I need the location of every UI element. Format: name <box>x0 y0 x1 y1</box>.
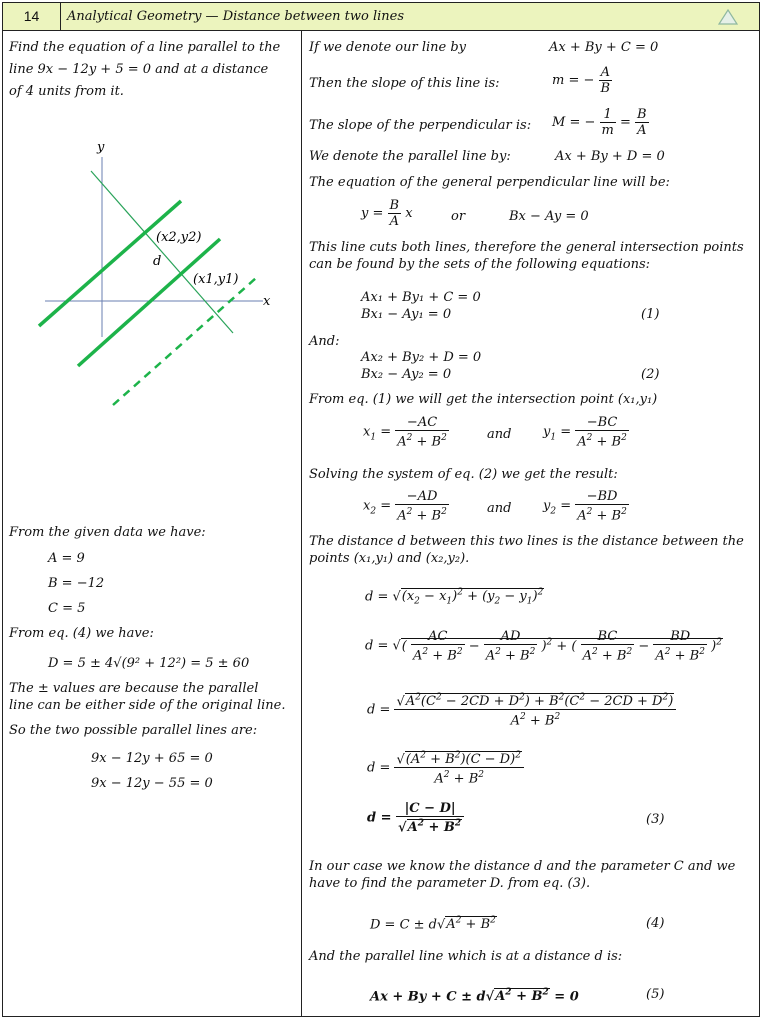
axis-label-x: x <box>263 294 271 309</box>
distance-text-2: points (x₁,y₁) and (x₂,y₂). <box>309 551 470 566</box>
perpendicular-line <box>91 171 233 333</box>
eq-tag-1: (1) <box>641 307 660 322</box>
axis-label-y: y <box>97 140 105 155</box>
given-a: A = 9 <box>48 551 85 566</box>
y1-formula: $y_1$ = $\frac{-BC}{A^2 + B^2}$ <box>543 415 627 450</box>
distance-formula-4: d = $\frac{√(A^2 + B^2)(C - D)^2}{A^2 + B^2}$ <box>367 749 524 787</box>
eq-tag-5: (5) <box>646 987 665 1002</box>
label-p1: (x1,y1) <box>193 272 239 287</box>
or-text: or <box>451 209 466 224</box>
eq-tag-4: (4) <box>646 916 665 931</box>
distance-formula-3: d = $\frac{√A^2(C^2 - 2CD + D^2) + B^2(C^2 - 2CD + D^2)}{A^2 + B^2}$ <box>367 691 676 729</box>
problem-line-2: line 9x − 12y + 5 = 0 and at a distance <box>9 62 269 77</box>
slope-formula: m = − $\frac{A}{B}$ <box>552 65 611 96</box>
given-b: B = −12 <box>48 576 105 591</box>
perp-eq-1: y = $\frac{B}{A}$ x <box>361 198 413 229</box>
parallel-equation: Ax + By + D = 0 <box>555 149 665 164</box>
from-eq1-text: From eq. (1) we will get the intersection point (x₁,y₁) <box>309 392 658 407</box>
distance-formula-final: d = $\frac{|C - D|}{√A^2 + B^2}$ <box>367 801 464 835</box>
result-line-b: 9x − 12y − 55 = 0 <box>91 776 213 791</box>
distance-text-1: The distance d between this two lines is the distance between the <box>309 534 744 549</box>
and-text-3: and <box>487 501 512 516</box>
up-triangle-icon[interactable] <box>717 8 739 26</box>
header-bar <box>3 3 759 31</box>
and-text-2: and <box>487 427 512 442</box>
label-d: d <box>153 254 162 269</box>
distance-formula-2: d = √( $\frac{AC}{A^2 + B^2}$ − $\frac{AD}{A^2 + B^2}$ )$^2$ + ( $\frac{BC}{A^2 + B^2}$ − $\frac{BD}{A^2 + B^2}$ )$^2$ <box>365 629 722 664</box>
system1-eq-b: Bx₁ − Ay₁ = 0 <box>361 307 452 322</box>
d-from-c-formula: $D = C \pm d√A^2 + B^2$ <box>370 916 496 933</box>
x2-formula: $x_2$ = $\frac{-AD}{A^2 + B^2}$ <box>363 489 447 524</box>
parallel-text: We denote the parallel line by: <box>309 149 511 164</box>
x1-formula: $x_1$ = $\frac{-AC}{A^2 + B^2}$ <box>363 415 447 450</box>
page <box>2 2 760 1017</box>
line-2 <box>78 239 220 366</box>
denote-line-text: If we denote our line by <box>309 40 467 55</box>
perp-eq-2: Bx − Ay = 0 <box>509 209 589 224</box>
system2-eq-a: Ax₂ + By₂ + D = 0 <box>361 350 482 365</box>
final-line-text: And the parallel line which is at a distance d is: <box>309 949 623 964</box>
two-lines-intro: So the two possible parallel lines are: <box>9 723 258 738</box>
cuts-line-2: can be found by the sets of the following equations: <box>309 257 650 272</box>
and-text: And: <box>309 334 340 349</box>
result-line-a: 9x − 12y + 65 = 0 <box>91 751 213 766</box>
label-p2: (x2,y2) <box>156 230 202 245</box>
from-eq4: From eq. (4) we have: <box>9 626 154 641</box>
page-title: Analytical Geometry — Distance between two lines <box>67 9 405 24</box>
perp-slope-formula: M = − $\frac{1}{m}$ = $\frac{B}{A}$ <box>552 107 647 138</box>
d-calculation: D = 5 ± 4√(9² + 12²) = 5 ± 60 <box>48 656 250 671</box>
line-3-dashed <box>113 278 256 405</box>
diagram <box>23 133 283 413</box>
final-line-equation: $Ax + By + C \pm d√A^2 + B^2 = 0$ <box>370 988 579 1005</box>
system1-eq-a: Ax₁ + By₁ + C = 0 <box>361 290 481 305</box>
perp-slope-text: The slope of the perpendicular is: <box>309 118 532 133</box>
general-perp-text: The equation of the general perpendicular line will be: <box>309 175 670 190</box>
pm-note-2: line can be either side of the original line. <box>9 698 286 713</box>
page-number: 14 <box>3 3 61 30</box>
given-intro: From the given data we have: <box>9 525 206 540</box>
distance-formula-1: $d = √(x_2 - x_1)^2 + (y_2 - y_1)^2$ <box>365 588 544 607</box>
solving-text: Solving the system of eq. (2) we get the result: <box>309 467 618 482</box>
eq-tag-2: (2) <box>641 367 660 382</box>
pm-note-1: The ± values are because the parallel <box>9 681 259 696</box>
column-divider <box>301 30 302 1017</box>
problem-line-1: Find the equation of a line parallel to the <box>9 40 281 55</box>
slope-text: Then the slope of this line is: <box>309 76 500 91</box>
cuts-line-1: This line cuts both lines, therefore the general intersection points <box>309 240 744 255</box>
system2-eq-b: Bx₂ − Ay₂ = 0 <box>361 367 452 382</box>
case-text-1: In our case we know the distance d and the parameter C and we <box>309 859 736 874</box>
case-text-2: have to find the parameter D. from eq. (3). <box>309 876 591 891</box>
y2-formula: $y_2$ = $\frac{-BD}{A^2 + B^2}$ <box>543 489 627 524</box>
problem-line-3: of 4 units from it. <box>9 84 124 99</box>
line-equation: Ax + By + C = 0 <box>549 40 659 55</box>
given-c: C = 5 <box>48 601 86 616</box>
eq-tag-3: (3) <box>646 812 665 827</box>
